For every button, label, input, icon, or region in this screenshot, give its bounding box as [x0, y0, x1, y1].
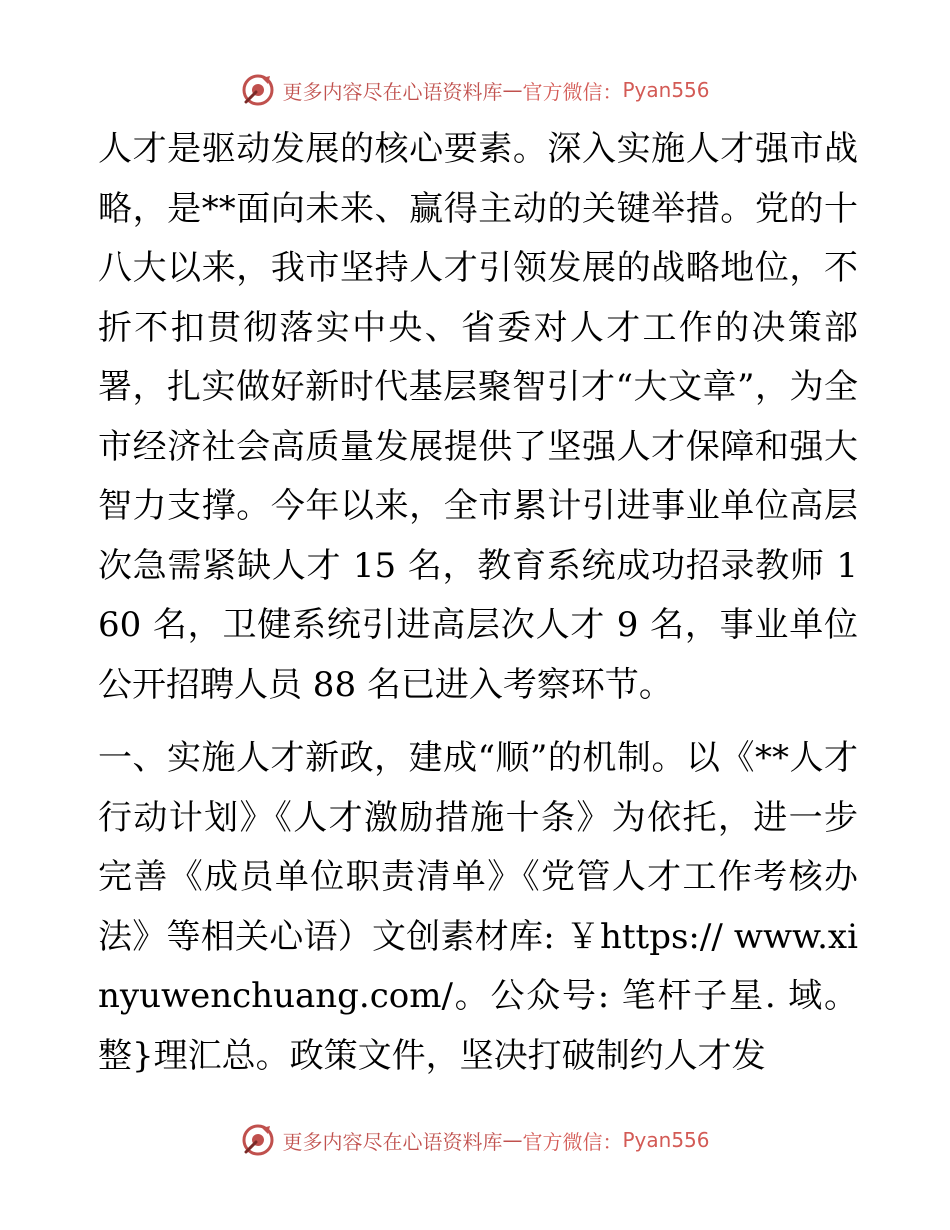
pen-logo-icon [240, 1122, 276, 1158]
banner-wechat-label: 官方微信： [522, 1129, 623, 1154]
document-body [98, 120, 858, 1086]
pen-logo-icon [240, 72, 276, 108]
banner-wechat-id: Pyan556 [622, 1128, 710, 1152]
banner-separator: — [502, 78, 523, 102]
footer-banner [0, 1120, 950, 1160]
banner-text: 更多内容尽在心语资料库 [282, 1129, 503, 1154]
header-banner [0, 70, 950, 110]
banner-wechat-id: Pyan556 [622, 78, 710, 102]
paragraph-intro: 人才是驱动发展的核心要素。深入实施人才强市战略，是**面向未来、赢得主动的关键举措。党的十八大以来，我市坚持人才引领发展的战略地位，不折不扣贯彻落实中央、省委对人才工作的决策部署，扎实做好新时代基层聚智引才“大文章”，为全市经济社会高质量发展提供了坚强人才保障和强大智力支撑。今年以来，全市累计引进事业单位高层次急需紧缺人才 15 名，教育系统成功招录教师 160 名，卫健系统引进高层次人才 9 名，事业单位公开招聘人员 88 名已进入考察环节。 [98, 129, 858, 705]
banner-separator: — [502, 1128, 523, 1152]
banner-text: 更多内容尽在心语资料库 [282, 79, 503, 104]
banner-wechat-label: 官方微信： [522, 79, 623, 104]
paragraph-section-1: 一、实施人才新政，建成“顺”的机制。以《**人才行动计划》《人才激励措施十条》为依托，进一步完善《成员单位职责清单》《党管人才工作考核办法》等相关心语）文创素材库: ￥https:// www.xinyuwenchuang.com/。公众号: 笔杆子星. 域。整}理汇总。政策文件，坚决打破制约人才发 [98, 738, 858, 1076]
